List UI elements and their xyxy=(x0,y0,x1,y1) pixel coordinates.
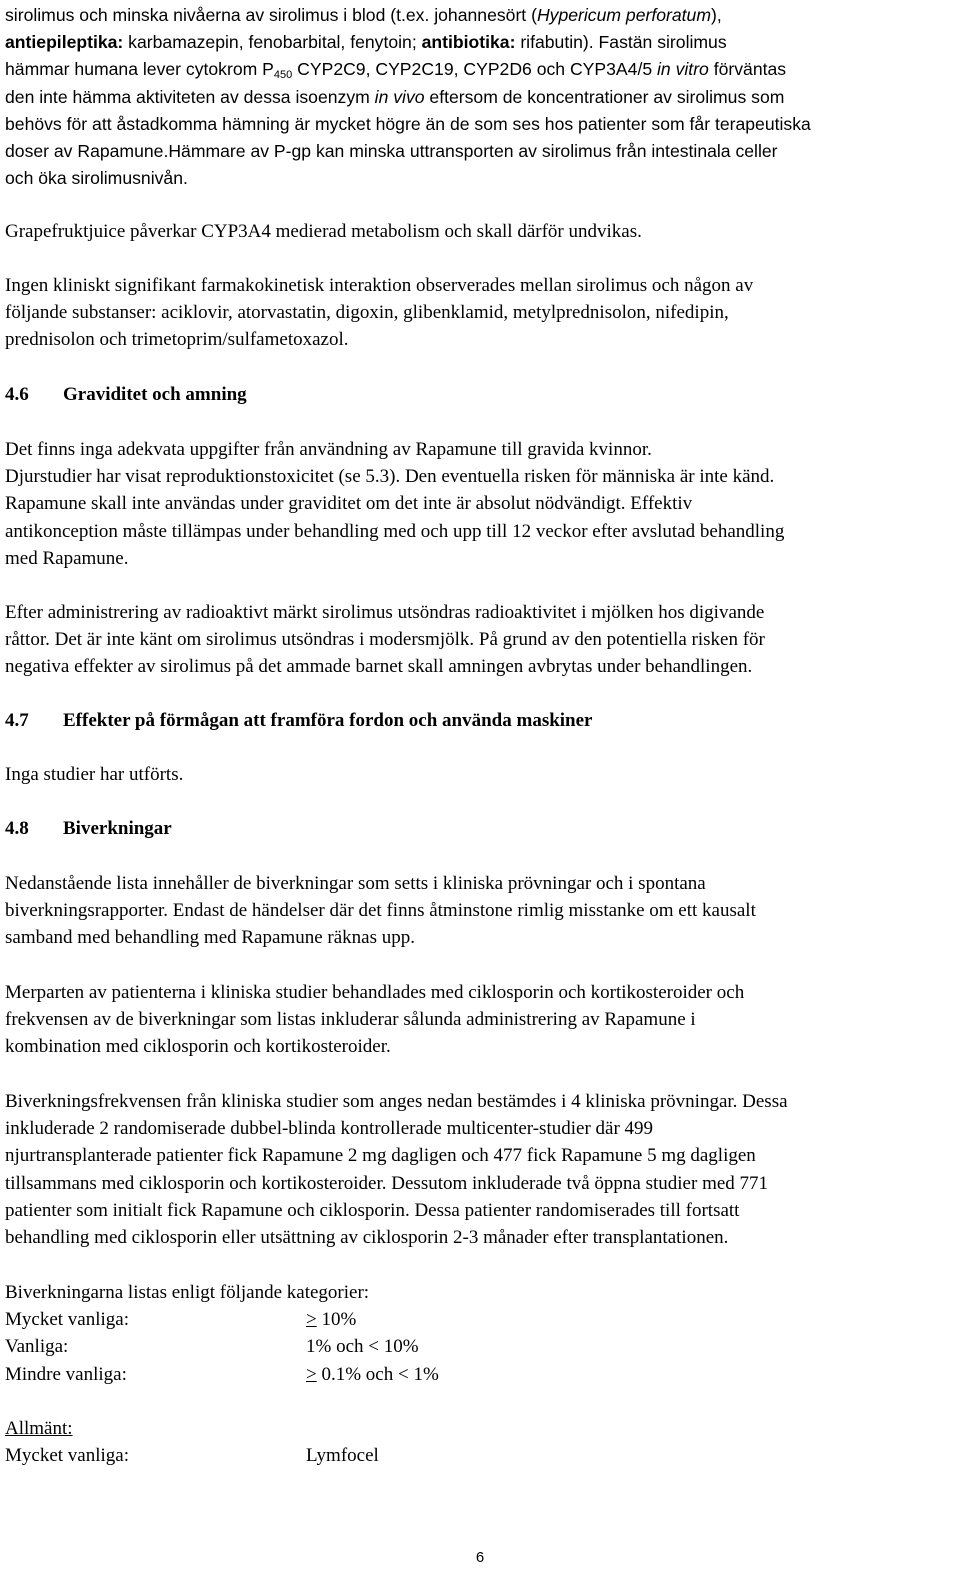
text-line: inkluderade 2 randomiserade dubbel-blinda kontrollerade multicenter-studier där 499 xyxy=(5,1118,654,1140)
text-line: och öka sirolimusnivån. xyxy=(5,168,188,189)
text-line: Rapamune skall inte användas under graviditet om det inte är absolut nödvändigt. Effektiv xyxy=(5,493,693,515)
text-line: Inga studier har utförts. xyxy=(5,764,184,785)
text-line: Det finns inga adekvata uppgifter från användning av Rapamune till gravida kvinnor. xyxy=(5,439,652,460)
text-line: doser av Rapamune.Hämmare av P-gp kan minska uttransporten av sirolimus från intestinala celler xyxy=(5,141,778,162)
text-line: den inte hämma aktiviteten av dessa isoenzym in vivo eftersom de koncentrationer av sirolimus som xyxy=(5,86,785,107)
general-heading: Allmänt: xyxy=(5,1418,73,1439)
text-line: patienter som initialt fick Rapamune och ciklosporin. Dessa patienter randomiserades till fortsatt xyxy=(5,1199,740,1221)
section-number: 4.7 xyxy=(5,710,29,731)
text-line: råttor. Det är inte känt om sirolimus utsöndras i modersmjölk. På grund av den potentiella risken för xyxy=(5,629,765,651)
category-row xyxy=(5,1333,955,1360)
section-number: 4.6 xyxy=(5,384,29,405)
category-value: > 10% xyxy=(306,1309,357,1331)
category-value: Lymfocel xyxy=(306,1445,379,1467)
category-row xyxy=(5,1361,955,1388)
no-interaction-paragraph xyxy=(5,272,955,354)
category-value: > 0.1% och < 1% xyxy=(306,1363,439,1385)
text-line: kombination med ciklosporin och kortikosteroider. xyxy=(5,1036,391,1058)
text-line: behandling med ciklosporin eller utsättning av ciklosporin 2-3 månader efter transplantationen. xyxy=(5,1227,729,1249)
section-heading-4-7 xyxy=(5,707,955,734)
text-line: Ingen kliniskt signifikant farmakokinetisk interaktion observerades mellan sirolimus och någon av xyxy=(5,275,754,296)
category-label: Mycket vanliga: xyxy=(5,1445,129,1467)
text-line: Biverkningsfrekvensen från kliniska studier som anges nedan bestämdes i 4 kliniska prövningar. Dessa xyxy=(5,1091,788,1112)
text-line: Merparten av patienterna i kliniska studier behandlades med ciklosporin och kortikosteroider och xyxy=(5,982,745,1003)
pregnancy-paragraph xyxy=(5,436,955,572)
text-line: njurtransplanterade patienter fick Rapamune 2 mg dagligen och 477 fick Rapamune 5 mg dagligen xyxy=(5,1145,756,1167)
text-line: hämmar humana lever cytokrom $P_{450}$ CYP2C9, CYP2C19, CYP2D6 och CYP3A4/5 in vitro förväntas xyxy=(5,59,787,82)
interaction-paragraph xyxy=(5,2,955,192)
adverse-list-paragraph xyxy=(5,870,955,952)
category-value: 1% och < 10% xyxy=(306,1336,419,1358)
category-label: Mycket vanliga: xyxy=(5,1309,129,1331)
text-line: med Rapamune. xyxy=(5,547,129,569)
text-line: biverkningsrapporter. Endast de händelser där det finns åtminstone rimlig misstanke om ett kausalt xyxy=(5,900,756,922)
text-line: antikonception måste tillämpas under behandling med och upp till 12 veckor efter avslutad behandling xyxy=(5,520,785,542)
text-line: Efter administrering av radioaktivt märkt sirolimus utsöndras radioaktivitet i mjölken hos digivande xyxy=(5,602,765,623)
text-line: tillsammans med ciklosporin och kortikosteroider. Dessutom inkluderade två öppna studier med 771 xyxy=(5,1172,769,1194)
general-section xyxy=(5,1415,955,1469)
no-studies-paragraph xyxy=(5,761,955,788)
section-title: Effekter på förmågan att framföra fordon och använda maskiner xyxy=(63,710,593,731)
category-label: Mindre vanliga: xyxy=(5,1363,127,1385)
categories-intro: Biverkningarna listas enligt följande kategorier: xyxy=(5,1282,370,1303)
text-line: samband med behandling med Rapamune räknas upp. xyxy=(5,927,415,949)
text-line: prednisolon och trimetoprim/sulfametoxazol. xyxy=(5,329,349,351)
lactation-paragraph xyxy=(5,599,955,681)
text-line: antiepileptika: karbamazepin, fenobarbital, fenytoin; antibiotika: rifabutin). Fastän sirolimus xyxy=(5,32,727,53)
text-line: frekvensen av de biverkningar som listas inkluderar sålunda administrering av Rapamune i xyxy=(5,1009,696,1031)
section-heading-4-8 xyxy=(5,815,955,842)
frequency-categories xyxy=(5,1279,955,1388)
text-line: Djurstudier har visat reproduktionstoxicitet (se 5.3). Den eventuella risken för människa är inte känd. xyxy=(5,466,775,488)
category-label: Vanliga: xyxy=(5,1336,69,1358)
text-line: Grapefruktjuice påverkar CYP3A4 medierad metabolism och skall därför undvikas. xyxy=(5,221,642,242)
page-number: 6 xyxy=(475,1549,485,1566)
text-line: sirolimus och minska nivåerna av sirolimus i blod (t.ex. johannesört (Hypericum perforatum), xyxy=(5,5,722,25)
section-number: 4.8 xyxy=(5,818,29,839)
section-heading-4-6 xyxy=(5,381,955,408)
frequency-paragraph xyxy=(5,1088,955,1251)
text-line: negativa effekter av sirolimus på det ammade barnet skall amningen avbrytas under behandlingen. xyxy=(5,656,753,678)
section-title: Biverkningar xyxy=(63,818,172,839)
majority-paragraph xyxy=(5,979,955,1061)
category-row xyxy=(5,1442,955,1469)
text-line: behövs för att åstadkomma hämning är mycket högre än de som ses hos patienter som får terapeutiska xyxy=(5,113,811,134)
section-title: Graviditet och amning xyxy=(63,384,247,405)
text-line: Nedanstående lista innehåller de biverkningar som setts i kliniska prövningar och i spontana xyxy=(5,873,706,894)
category-row xyxy=(5,1306,955,1333)
text-line: följande substanser: aciklovir, atorvastatin, digoxin, glibenklamid, metylprednisolon, nifedipin, xyxy=(5,302,729,324)
grapefruit-paragraph xyxy=(5,218,955,245)
